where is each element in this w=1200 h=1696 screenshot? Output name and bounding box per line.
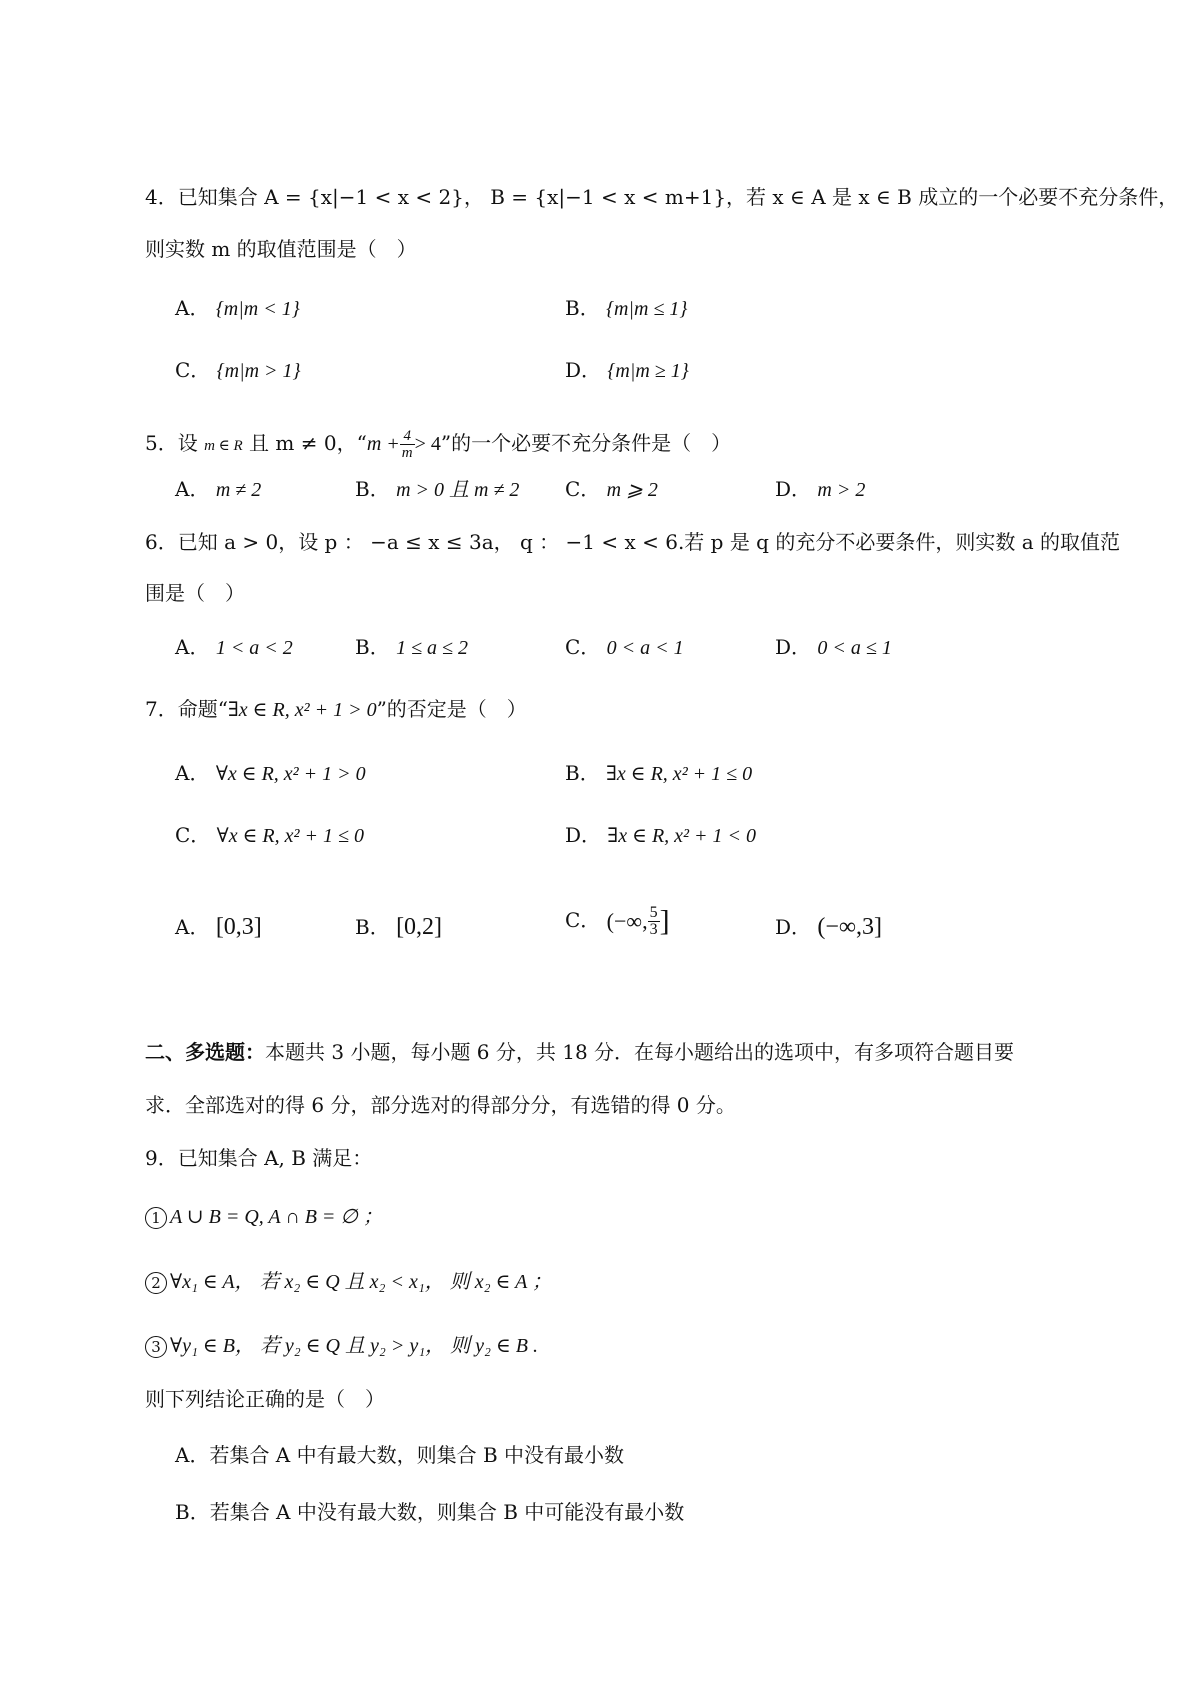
q9-cond3-text: ∀y₁ ∈ B， 若 y₂ ∈ Q 且 y₂ > y₁， 则 y₂ ∈ B . <box>170 1335 539 1357</box>
option-value: 1 ≤ a ≤ 2 <box>396 637 469 659</box>
option-label: B． <box>355 635 390 659</box>
option-value: [0,3] <box>215 914 262 940</box>
section2-heading: 二、多选题： <box>145 1040 265 1064</box>
q9-cond3 <box>145 1330 538 1361</box>
option-label: B． <box>565 761 600 785</box>
option-value: ∃x ∈ R, x² + 1 ≤ 0 <box>606 763 753 785</box>
option-label: B． <box>355 915 390 939</box>
q5-suffix: ”的一个必要不充分条件是（ ） <box>440 431 732 455</box>
section2-text1: 本题共 3 小题，每小题 6 分，共 18 分．在每小题给出的选项中，有多项符合题目要 <box>265 1040 1015 1064</box>
q8-option-d <box>775 912 882 942</box>
q9-cond2 <box>145 1266 552 1297</box>
q6-option-d <box>775 632 892 663</box>
option-value: 0 < a < 1 <box>606 637 684 659</box>
option-value: {m|m > 1} <box>216 360 301 382</box>
q5-option-a <box>175 474 261 505</box>
q7-option-a <box>175 758 366 789</box>
q5-expr-right: > 4 <box>414 433 441 455</box>
q5-fraction <box>400 428 415 461</box>
option-label: D． <box>775 477 812 501</box>
option-value: ∃x ∈ R, x² + 1 < 0 <box>607 825 757 847</box>
q9-option-a: A．若集合 A 中有最大数，则集合 B 中没有最小数 <box>175 1443 625 1467</box>
q7-option-d <box>565 820 756 851</box>
fraction-denominator: m <box>401 445 413 461</box>
q6-option-c <box>565 632 684 663</box>
option-label: C． <box>175 358 211 382</box>
q7-suffix: ”的否定是（ ） <box>376 697 527 721</box>
option-label: D． <box>775 635 812 659</box>
option-value: m > 0 且 m ≠ 2 <box>396 479 520 501</box>
q5-prefix: 5．设 <box>145 431 205 455</box>
option-value: (−∞,3] <box>817 914 883 940</box>
circled-number-icon: 1 <box>145 1207 167 1229</box>
q7-option-b <box>565 758 752 789</box>
circled-number-icon: 2 <box>145 1272 167 1294</box>
q6-line1: 6．已知 a > 0，设 p ： −a ≤ x ≤ 3a， q ： −1 < x < 6.若 p 是 q 的充分不必要条件，则实数 a 的取值范 <box>145 530 1120 554</box>
q5-option-c <box>565 474 658 505</box>
q5-expr-left: m + <box>366 433 400 455</box>
q4-option-a <box>175 293 300 324</box>
fraction-denominator: 3 <box>649 921 658 938</box>
q6-line2: 围是（ ） <box>145 581 245 605</box>
option-label: C． <box>565 908 601 932</box>
option-value: m ⩾ 2 <box>606 479 658 501</box>
q7-expr: ∃x ∈ R, x² + 1 > 0 <box>227 699 377 721</box>
option-label: A． <box>175 915 210 939</box>
option-label: A． <box>175 635 210 659</box>
q5-mid: 且 m ≠ 0，“ <box>242 431 367 455</box>
q9-cond1-text: A ∪ B = Q, A ∩ B = ∅ ； <box>170 1206 383 1228</box>
section2-line2: 求．全部选对的得 6 分，部分选对的得部分分，有选错的得 0 分。 <box>145 1093 736 1117</box>
option-value-left: (−∞, <box>606 908 648 934</box>
q8-fraction <box>648 905 660 938</box>
q6-option-a <box>175 632 293 663</box>
q7-option-c <box>175 820 364 851</box>
option-value-right: ] <box>659 904 670 938</box>
option-value: {m|m ≥ 1} <box>607 360 689 382</box>
option-value: ∀x ∈ R, x² + 1 > 0 <box>215 763 366 785</box>
q5-option-b <box>355 474 519 505</box>
q9-cond1 <box>145 1201 383 1232</box>
option-value: {m|m < 1} <box>215 298 300 320</box>
option-value: 0 < a ≤ 1 <box>817 637 892 659</box>
q7-prefix: 7．命题“ <box>145 697 228 721</box>
q6-option-b <box>355 632 468 663</box>
q8-option-b <box>355 912 442 942</box>
q4-option-c <box>175 355 301 386</box>
option-label: C． <box>565 635 601 659</box>
option-label: B． <box>565 296 600 320</box>
q9-cond2-text: ∀x₁ ∈ A， 若 x₂ ∈ Q 且 x₂ < x₁， 则 x₂ ∈ A ； <box>170 1271 552 1293</box>
q4-line1: 4．已知集合 A = {x|−1 < x < 2}， B = {x|−1 < x < m+1}，若 x ∈ A 是 x ∈ B 成立的一个必要不充分条件， <box>145 185 1179 209</box>
option-label: B． <box>355 477 390 501</box>
q4-option-d <box>565 355 689 386</box>
q7-stem <box>145 694 527 725</box>
q9-option-b: B．若集合 A 中没有最大数，则集合 B 中可能没有最小数 <box>175 1500 685 1524</box>
option-label: D． <box>565 358 602 382</box>
option-label: C． <box>175 823 211 847</box>
option-value: m > 2 <box>817 479 866 501</box>
q5-stem <box>145 428 731 461</box>
option-value: m ≠ 2 <box>215 479 262 501</box>
q4-option-b <box>565 293 687 324</box>
option-label: A． <box>175 296 210 320</box>
option-label: A． <box>175 477 210 501</box>
fraction-numerator: 4 <box>400 428 415 445</box>
option-label: A． <box>175 761 210 785</box>
q8-option-a <box>175 912 262 942</box>
q5-option-d <box>775 474 865 505</box>
option-value: ∀x ∈ R, x² + 1 ≤ 0 <box>216 825 364 847</box>
option-value: 1 < a < 2 <box>215 637 293 659</box>
q9-ask: 则下列结论正确的是（ ） <box>145 1387 385 1411</box>
q8-option-c <box>565 898 670 944</box>
fraction-numerator: 5 <box>649 904 658 921</box>
option-label: D． <box>565 823 602 847</box>
section2-line1 <box>145 1037 1014 1067</box>
option-value: [0,2] <box>396 914 443 940</box>
q4-line2: 则实数 m 的取值范围是（ ） <box>145 237 417 261</box>
circled-number-icon: 3 <box>145 1336 167 1358</box>
q9-line1: 9．已知集合 A, B 满足： <box>145 1146 373 1170</box>
option-value: {m|m ≤ 1} <box>606 298 688 320</box>
option-label: C． <box>565 477 601 501</box>
option-label: D． <box>775 915 812 939</box>
q5-cond1: m ∈ R <box>204 438 243 454</box>
